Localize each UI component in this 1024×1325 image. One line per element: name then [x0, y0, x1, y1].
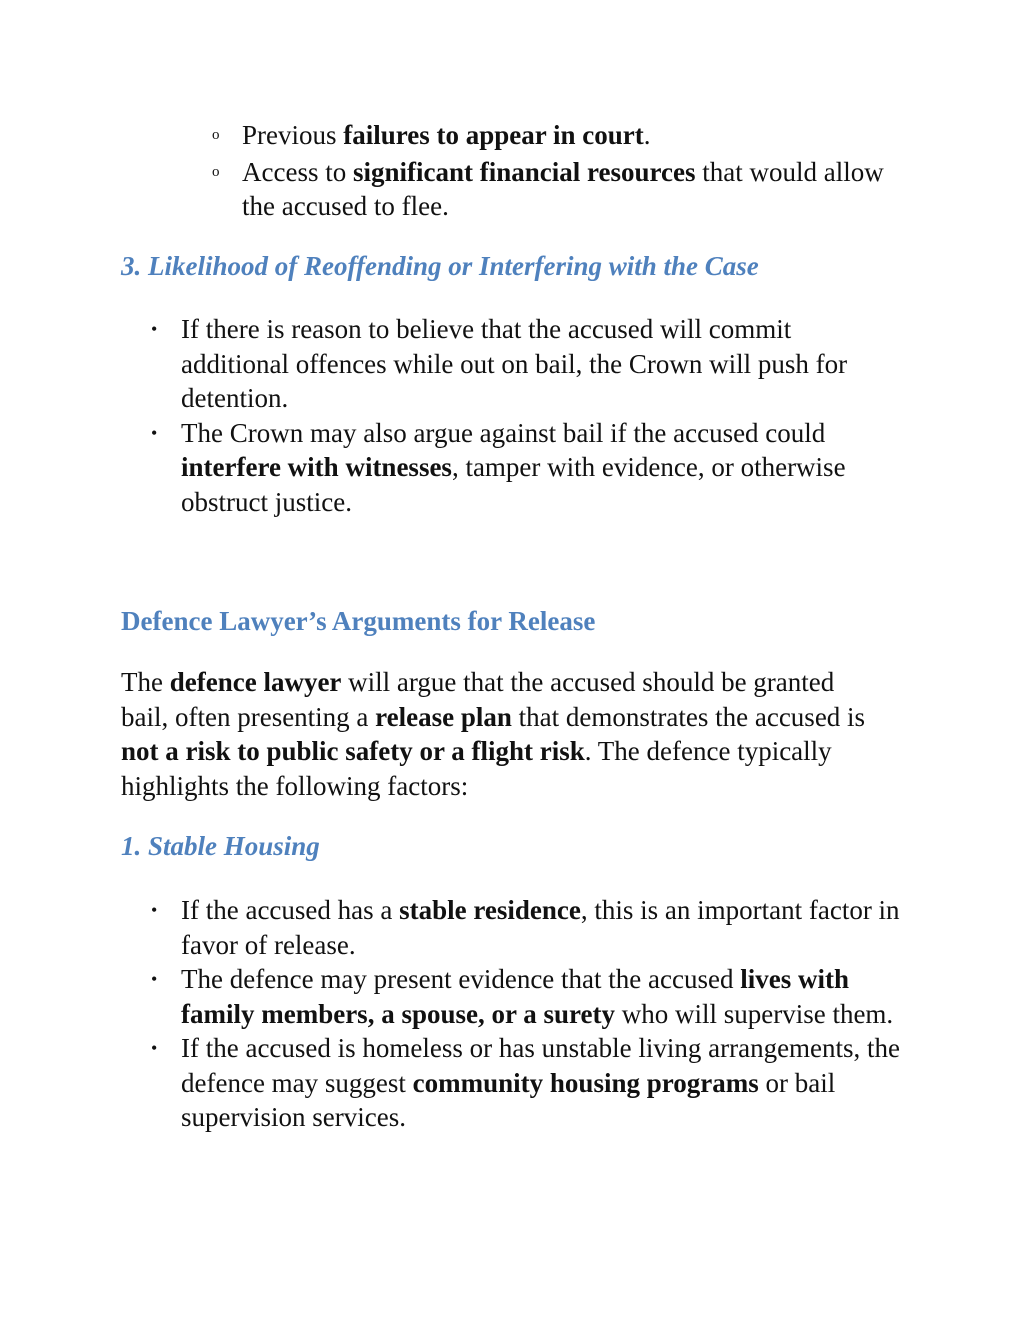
reoffending-bullet-list: [145, 312, 905, 519]
list-item: [145, 312, 905, 416]
circle-bullet-icon: o: [212, 163, 220, 180]
item-text-before: The Crown may also argue against bail if the accused could: [181, 417, 826, 448]
item-text-before: The defence may present evidence that the accused: [181, 964, 741, 994]
item-text: If there is reason to believe that the accused will commit additional offences while out on bail, the Crown will push for detention.: [181, 314, 848, 413]
item-text-after: , this is an important factor in favor of release.: [181, 895, 900, 960]
item-text-bold: failures to appear in court: [343, 120, 644, 150]
list-item: [145, 416, 905, 520]
para-bold: defence lawyer: [169, 667, 342, 697]
para-bold: release plan: [375, 701, 512, 732]
para-bold: not a risk to public safety or a flight risk: [121, 736, 585, 766]
housing-bullet-list: [145, 893, 905, 1135]
item-text-bold: lives with family members, a spouse, or a surety: [181, 964, 849, 1029]
list-item: [212, 118, 912, 153]
item-text-bold: significant financial resources: [352, 156, 696, 187]
item-text-after: who will supervise them.: [614, 998, 894, 1029]
defence-paragraph: [121, 665, 881, 803]
list-item: [145, 893, 905, 962]
circle-bullet-icon: o: [212, 127, 220, 143]
para-text: that demonstrates the accused is: [511, 701, 866, 732]
list-item: [145, 962, 905, 1031]
list-item: [145, 1031, 905, 1135]
bullet-icon: •: [151, 1038, 158, 1058]
bullet-icon: •: [151, 969, 158, 989]
section-heading-defence: Defence Lawyer’s Arguments for Release: [121, 606, 596, 636]
item-text-before: Previous: [242, 120, 344, 150]
list-item: [212, 155, 912, 224]
item-text-after: that would allow the accused to flee.: [242, 156, 884, 221]
section-heading-reoffending: 3. Likelihood of Reoffending or Interfering with the Case: [121, 251, 759, 281]
item-text-bold: community housing programs: [412, 1067, 759, 1098]
section-heading-housing: 1. Stable Housing: [121, 831, 320, 861]
item-text-before: Access to: [242, 156, 353, 187]
item-text-after: .: [643, 120, 651, 150]
para-text: . The defence typically highlights the following factors:: [121, 736, 832, 801]
item-text-bold: interfere with witnesses: [181, 452, 452, 482]
item-text-before: If the accused has a: [181, 895, 400, 925]
item-text-before: If the accused is homeless or has unstable living arrangements, the defence may suggest: [181, 1033, 901, 1098]
item-text-bold: stable residence: [399, 895, 581, 925]
bullet-icon: •: [151, 900, 158, 920]
para-text: The: [121, 667, 170, 697]
bullet-icon: •: [151, 422, 158, 443]
sub-bullet-list: [212, 118, 912, 226]
item-text-after: , tamper with evidence, or otherwise obstruct justice.: [181, 452, 846, 517]
bullet-icon: •: [151, 319, 158, 339]
para-text: will argue that the accused should be granted bail, often presenting a: [121, 667, 835, 732]
item-text-after: or bail supervision services.: [181, 1067, 836, 1132]
